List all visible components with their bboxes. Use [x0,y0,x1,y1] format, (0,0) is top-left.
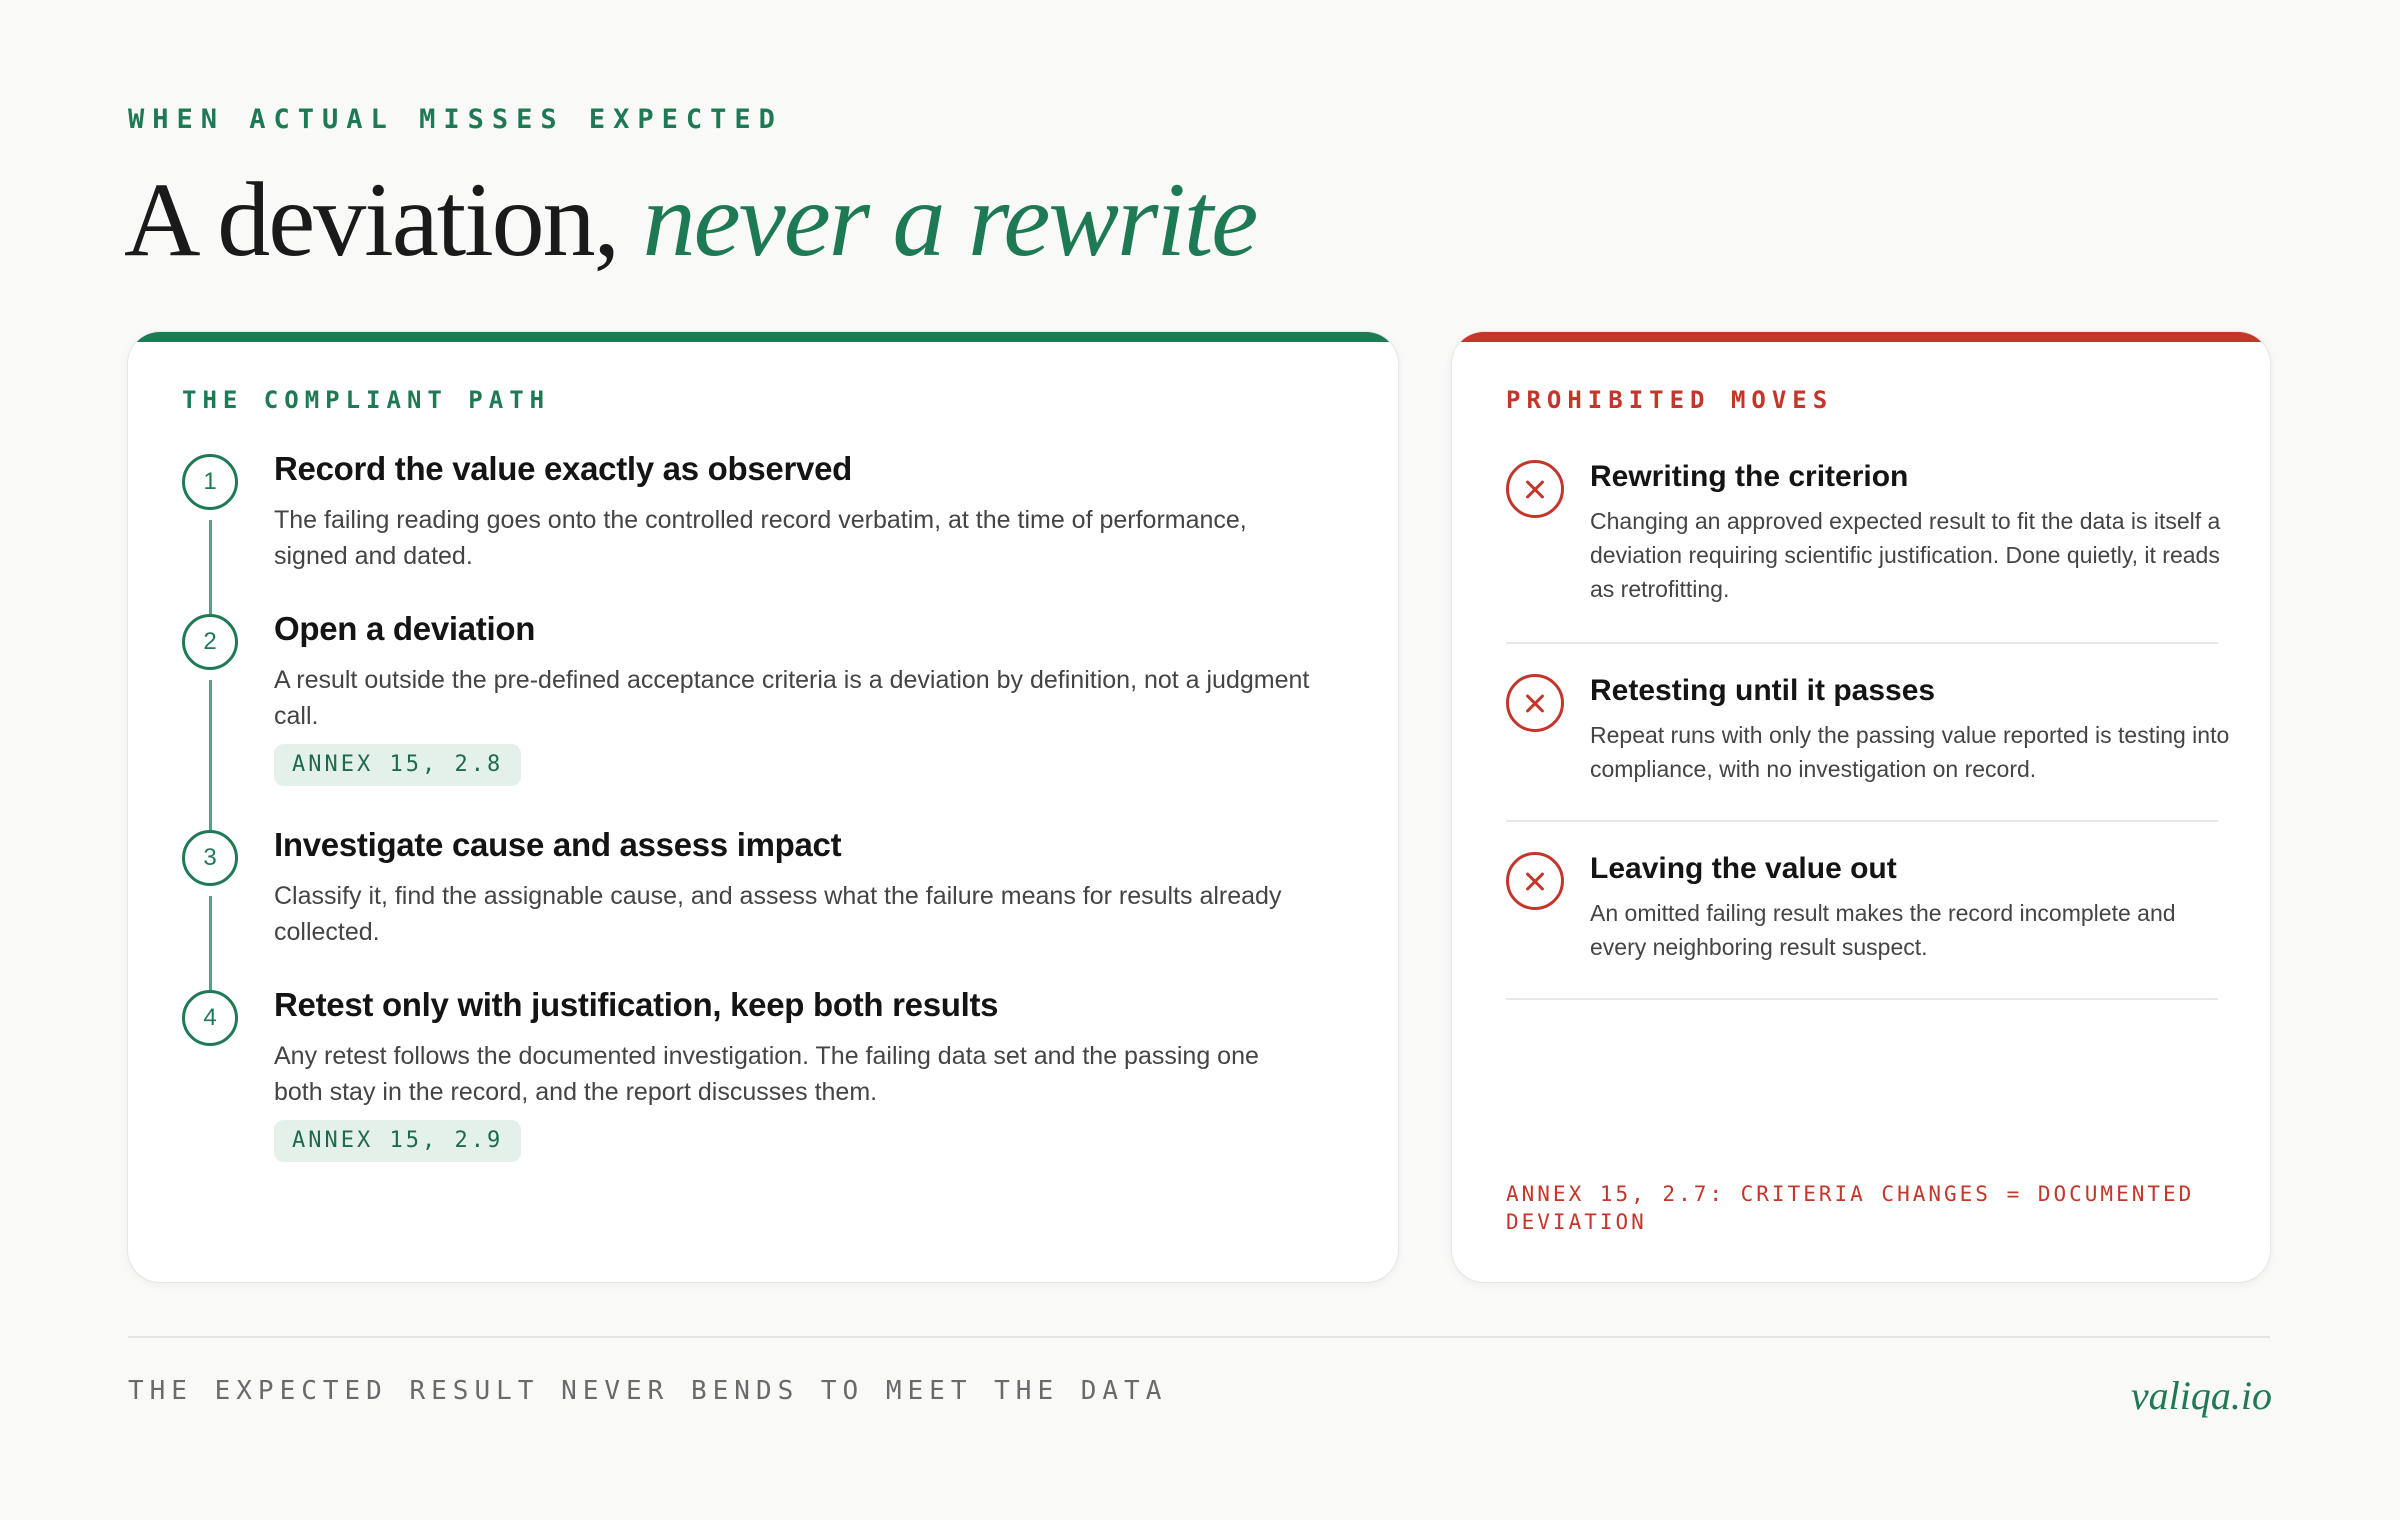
step-number: 2 [182,614,238,670]
divider [1506,998,2218,1000]
prohibited-title: Leaving the value out [1590,852,1897,885]
footer-divider [128,1336,2270,1338]
step-title: Record the value exactly as observed [274,450,852,487]
step-description: A result outside the pre-defined acceptance criteria is a deviation by definition, not a judgment call. [274,666,1310,730]
title-accent: never a rewrite [642,161,1257,278]
step-title: Retest only with justification, keep both results [274,986,999,1023]
step-number: 3 [182,830,238,886]
prohibited-title: Retesting until it passes [1590,674,1936,707]
reference-badge: ANNEX 15, 2.8 [274,744,521,786]
step-description: Any retest follows the documented investigation. The failing data set and the passing one both stay in the record, and the report discusses them. [274,1042,1259,1106]
prohibited-description: Repeat runs with only the passing value reported is testing into compliance, with no investigation on record. [1590,722,2230,782]
compliant-path-card [128,332,1398,1282]
step-title: Investigate cause and assess impact [274,826,842,863]
prohibited-description: Changing an approved expected result to fit the data is itself a deviation requiring scientific justification. Done quietly, it reads as retrofitting. [1590,508,2221,602]
step-number: 4 [182,990,238,1046]
x-circle-icon [1506,460,1564,518]
footer-tagline: THE EXPECTED RESULT NEVER BENDS TO MEET THE DATA [128,1376,1168,1406]
card-accent-bar [128,332,1398,342]
eyebrow: WHEN ACTUAL MISSES EXPECTED [128,104,783,135]
step-description: Classify it, find the assignable cause, and assess what the failure means for results already collected. [274,882,1282,946]
step-connector [209,896,212,990]
divider [1506,642,2218,644]
step-connector [209,520,212,614]
prohibited-title: Rewriting the criterion [1590,460,1909,493]
card-accent-bar [1452,332,2270,342]
x-circle-icon [1506,674,1564,732]
step-description: The failing reading goes onto the controlled record verbatim, at the time of performance, signed and dated. [274,506,1247,570]
reference-badge: ANNEX 15, 2.9 [274,1120,521,1162]
x-circle-icon [1506,852,1564,910]
step-connector [209,680,212,830]
step-number: 1 [182,454,238,510]
compliant-path-label: THE COMPLIANT PATH [182,386,551,414]
criteria-footnote: ANNEX 15, 2.7: CRITERIA CHANGES = DOCUMENTED DEVIATION [1506,1182,2195,1234]
prohibited-description: An omitted failing result makes the record incomplete and every neighboring result suspect. [1590,900,2176,960]
prohibited-moves-card [1452,332,2270,1282]
step-title: Open a deviation [274,610,536,647]
page-title [124,160,1256,280]
brand-link[interactable]: valiqa.io [2130,1373,2272,1418]
title-main: A deviation, [124,161,619,278]
prohibited-moves-label: PROHIBITED MOVES [1506,386,1834,414]
divider [1506,820,2218,822]
